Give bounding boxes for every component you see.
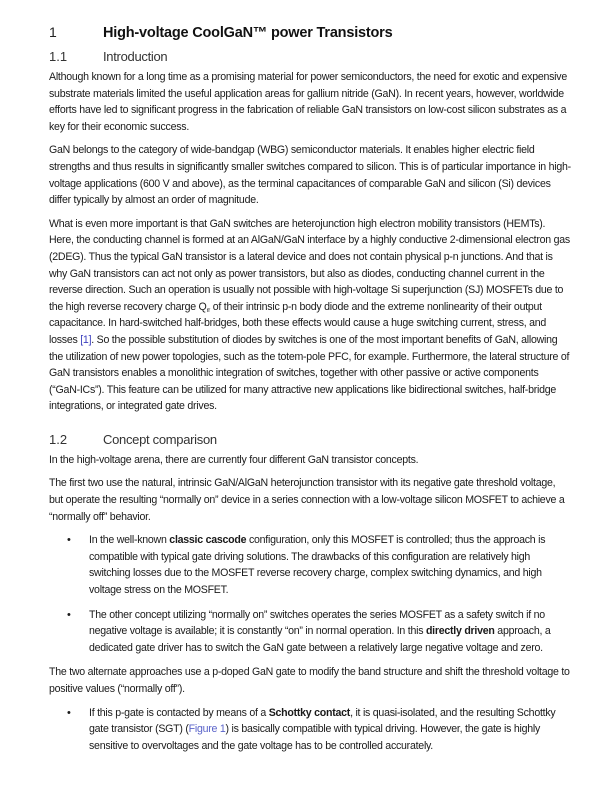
text-run: If this p-gate is contacted by means of a bbox=[89, 706, 269, 719]
list-item-text bbox=[89, 607, 571, 657]
text-run: In the well-known bbox=[89, 534, 170, 547]
text-run: ) is basically compatible with typical driving. However, the gate is highly sensitive to overvoltages and the gate voltage has to be controlled accurately. bbox=[89, 723, 541, 752]
list-item bbox=[67, 705, 571, 755]
paragraph-concept-2: The first two use the natural, intrinsic GaN/AlGaN heterojunction transistor with its negative gate threshold voltage, but operate the resulting “normally on” device in a series connection with a low-voltage silicon MOSFET to achieve a “normally off” behavior. bbox=[49, 477, 565, 523]
subscript: rr bbox=[206, 307, 211, 314]
reference-link[interactable]: [1] bbox=[80, 333, 92, 346]
list-item-text bbox=[89, 532, 571, 598]
bullet-icon: • bbox=[67, 608, 71, 621]
text-run: of their intrinsic p-n body diode and the extreme nonlinearity of their output capacitance. In hard-switched half-bridges, both these effects would cause a huge switching current, stress, and losses bbox=[49, 300, 547, 346]
bullet-icon: • bbox=[67, 534, 71, 547]
paragraph-intro-3 bbox=[49, 216, 571, 415]
bold-term: Schottky contact bbox=[268, 706, 351, 719]
text-run: configuration, only this MOSFET is controlled; thus the approach is compatible with typical gate driving solutions. The drawbacks of this configuration are relatively high switching losses due to the MOSFET reverse recovery charge, complex switching dynamics, and high voltage stress on the MOSFET. bbox=[89, 534, 546, 597]
text-run: approach, a dedicated gate driver has to switch the GaN gate between a relatively large negative voltage and zero. bbox=[89, 625, 551, 654]
figure-link[interactable]: Figure 1 bbox=[188, 723, 226, 736]
list-item-text bbox=[89, 705, 571, 755]
list-item bbox=[67, 532, 571, 598]
bullet-list-normally-on bbox=[49, 532, 571, 656]
paragraph-concept-1: In the high-voltage arena, there are currently four different GaN transistor concepts. bbox=[49, 453, 419, 466]
paragraph-intro-2: GaN belongs to the category of wide-bandgap (WBG) semiconductor materials. It enables higher electric field strengths and thus results in significantly smaller switches compared to silicon. This is of particular importance in high-voltage applications (600 V and above), as the terminal capacitances of comparable GaN and silicon (Si) devices differ typically by almost an order of magnitude. bbox=[49, 144, 571, 207]
section-number: 1.2 bbox=[49, 431, 68, 447]
bold-term: directly driven bbox=[425, 625, 495, 638]
text-run: What is even more important is that GaN switches are heterojunction high electron mobility transistors (HEMTs). Here, the conducting channel is formed at an AlGaN/GaN interface by a highly conductive 2-dimensional electron gas (2DEG). Thus the typical GaN transistor is a lateral device and does not contain physical p-n junctions. And that is why GaN transistors can act not only as power transistors, but also as diodes, conducting channel current in the reverse direction. Such an operation is usually not possible with high-voltage Si superjunction (SJ) MOSFETs due to the high reverse recovery charge Q bbox=[49, 217, 570, 313]
section-title: Introduction bbox=[103, 49, 168, 64]
section-heading-1 bbox=[49, 24, 571, 41]
section-title: High-voltage CoolGaN™ power Transistors bbox=[103, 25, 393, 41]
bullet-icon: • bbox=[67, 706, 71, 719]
section-title: Concept comparison bbox=[103, 431, 217, 447]
section-number: 1 bbox=[49, 24, 57, 40]
section-heading-1-1 bbox=[49, 49, 571, 64]
bullet-list-normally-off bbox=[49, 705, 571, 755]
section-heading-1-2 bbox=[49, 432, 571, 447]
bold-term: classic cascode bbox=[169, 534, 247, 547]
text-run: . So the possible substitution of diodes by switches is one of the most important benefits of GaN, allowing the utilization of new power topologies, such as the totem-pole PFC, for example. Furthermore, the lateral structure of GaN transistors enables a monolithic integration of switches, together with other passive or active components (“GaN-ICs”). This feature can be utilized for many attractive new applications like bidirectional switches, half-bridge integrations, or integrated gate drives. bbox=[49, 333, 570, 413]
paragraph-concept-3: The two alternate approaches use a p-doped GaN gate to modify the band structure and shift the threshold voltage to positive values (“normally off”). bbox=[49, 666, 570, 695]
paragraph-intro-1: Although known for a long time as a promising material for power semiconductors, the need for exotic and expensive substrate materials limited the useful application areas for gallium nitride (GaN). In recent years, however, worldwide efforts have led to significant progress in the fabrication of reliable GaN transistors on low-cost silicon substrates as a key for their economic success. bbox=[49, 71, 567, 133]
section-number: 1.1 bbox=[49, 49, 68, 64]
text-run: , it is quasi-isolated, and the resulting Schottky gate transistor (SGT) ( bbox=[89, 706, 556, 736]
text-run: The other concept utilizing “normally on” switches operates the series MOSFET as a safety switch if no negative voltage is available; it is constantly “on” in normal operation. In this bbox=[89, 608, 545, 638]
list-item bbox=[67, 607, 571, 657]
